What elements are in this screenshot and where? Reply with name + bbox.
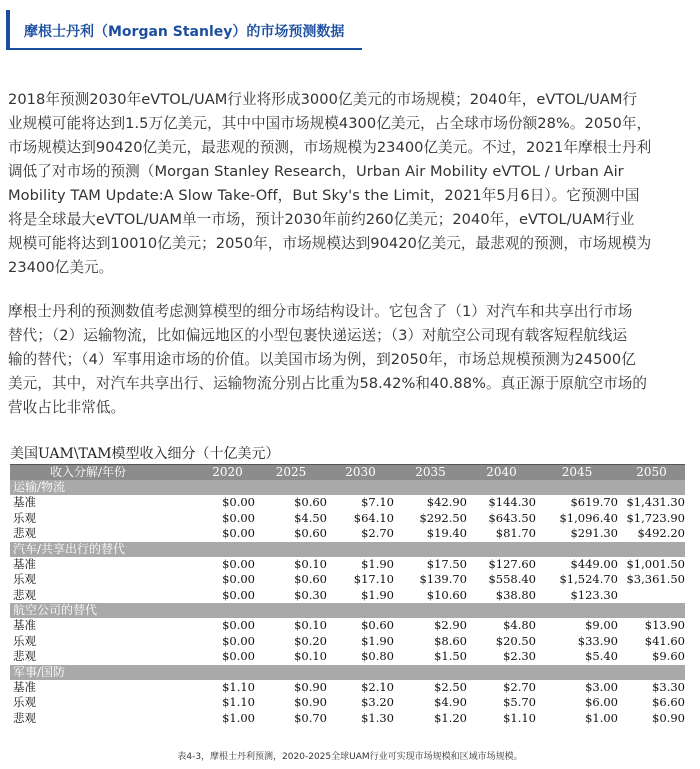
- value-cell: $0.10: [294, 556, 327, 571]
- row-label: 乐观: [13, 510, 36, 525]
- paragraph-forecast: [8, 88, 692, 280]
- value-cell: $1,431.30: [626, 495, 685, 509]
- value-cell: $1.00: [585, 710, 618, 725]
- table-row: [10, 495, 685, 511]
- value-cell: $643.50: [488, 510, 536, 525]
- paragraph-line: 美元，其中，对汽车共享出行、运输物流分别占比重为58.42%和40.88%。真正源于原航空市场的: [8, 375, 648, 392]
- paragraph-line: 规模可能将达到10010亿美元；2050年，市场规模达到90420亿美元，最悲观的预测，市场规模为: [8, 235, 652, 252]
- value-cell: $9.60: [652, 649, 685, 663]
- row-label: 悲观: [13, 710, 36, 725]
- value-cell: $0.60: [294, 526, 327, 540]
- value-cell: $0.90: [652, 710, 685, 725]
- table-row: [10, 588, 685, 604]
- header-cell-year: 2045: [561, 465, 593, 479]
- value-cell: $1.30: [361, 710, 394, 725]
- value-cell: $1.90: [361, 633, 394, 648]
- value-cell: $17.50: [426, 556, 467, 571]
- paragraph-line: 替代；（2）运输物流，比如偏远地区的小型包裹快递运送；（3）对航空公司现有载客短程航线运: [8, 327, 628, 344]
- table-row: [10, 680, 685, 696]
- value-cell: $3.30: [652, 679, 685, 694]
- value-cell: $0.00: [222, 556, 255, 571]
- value-cell: $0.90: [294, 679, 327, 694]
- value-cell: $20.50: [495, 633, 536, 648]
- value-cell: $41.60: [644, 633, 685, 648]
- section-row: 运输/物流: [10, 480, 685, 495]
- row-label: 基准: [13, 495, 36, 509]
- value-cell: $0.00: [222, 495, 255, 509]
- value-cell: $0.00: [222, 510, 255, 525]
- header-cell-year: 2020: [212, 465, 243, 479]
- header-cell-category: 收入分解/年份: [50, 465, 127, 479]
- value-cell: $9.00: [585, 618, 618, 632]
- paragraph-line: 市场规模达到90420亿美元，最悲观的预测，市场规模为23400亿美元。不过，2021年摩根士丹利: [8, 139, 652, 156]
- value-cell: $291.30: [570, 526, 618, 540]
- value-cell: $1,524.70: [559, 572, 618, 586]
- value-cell: $1.00: [222, 710, 255, 725]
- value-cell: $1,723.90: [626, 510, 685, 525]
- table-row: [10, 618, 685, 634]
- value-cell: $0.90: [294, 695, 327, 709]
- value-cell: $2.10: [361, 679, 394, 694]
- value-cell: $3,361.50: [626, 572, 685, 586]
- paragraph-line: 输的替代；（4）军事用途市场的价值。以美国市场为例，到2050年，市场总规模预测为24500亿: [8, 351, 636, 368]
- table-row: [10, 649, 685, 665]
- value-cell: $139.70: [419, 572, 467, 586]
- value-cell: $0.00: [222, 633, 255, 648]
- value-cell: $123.30: [570, 587, 618, 602]
- paragraph-line: 摩根士丹利的预测数值考虑测算模型的细分市场结构设计。它包含了（1）对汽车和共享出行市场: [8, 303, 633, 320]
- value-cell: $1.10: [503, 710, 536, 725]
- value-cell: $0.00: [222, 526, 255, 540]
- value-cell: $1,096.40: [559, 510, 618, 525]
- value-cell: $558.40: [488, 572, 536, 586]
- row-label: 基准: [13, 556, 36, 571]
- value-cell: $64.10: [353, 510, 394, 525]
- section-row: 军事/国防: [10, 665, 685, 680]
- value-cell: $2.90: [434, 618, 467, 632]
- row-label: 悲观: [13, 587, 36, 602]
- revenue-table: [10, 445, 685, 726]
- header-cell-year: 2050: [636, 465, 667, 479]
- paragraph-structure: [8, 300, 692, 420]
- value-cell: $10.60: [426, 587, 467, 602]
- header-cell-year: 2030: [345, 465, 376, 479]
- value-cell: $1,001.50: [626, 556, 685, 571]
- row-label: 基准: [13, 618, 36, 632]
- value-cell: [618, 588, 685, 604]
- value-cell: $0.60: [294, 572, 327, 586]
- value-cell: $6.00: [585, 695, 618, 709]
- table-header-row: [10, 465, 685, 480]
- value-cell: $449.00: [570, 556, 618, 571]
- paragraph-line: 调低了对市场的预测（Morgan Stanley Research，Urban Air Mobility eVTOL / Urban Air: [8, 163, 624, 180]
- value-cell: $4.90: [434, 695, 467, 709]
- value-cell: $1.10: [222, 695, 255, 709]
- value-cell: $4.50: [294, 510, 327, 525]
- value-cell: $7.10: [361, 495, 394, 509]
- value-cell: $492.20: [637, 526, 685, 540]
- value-cell: $0.00: [222, 572, 255, 586]
- paragraph-line: 营收占比非常低。: [8, 399, 126, 416]
- row-label: 悲观: [13, 526, 36, 540]
- table-row: [10, 557, 685, 573]
- value-cell: $0.60: [361, 618, 394, 632]
- paragraph-line: 2018年预测2030年eVTOL/UAM行业将形成3000亿美元的市场规模；2040年，eVTOL/UAM行: [8, 91, 638, 108]
- value-cell: $2.50: [434, 679, 467, 694]
- paragraph-line: Mobility TAM Update:A Slow Take-Off，But Sky's the Limit，2021年5月6日）。它预测中国: [8, 187, 640, 204]
- value-cell: $1.90: [361, 587, 394, 602]
- header-cell-year: 2040: [486, 465, 517, 479]
- value-cell: $5.70: [503, 695, 536, 709]
- value-cell: $292.50: [419, 510, 467, 525]
- value-cell: $1.90: [361, 556, 394, 571]
- table-row: [10, 711, 685, 727]
- value-cell: $3.20: [361, 695, 394, 709]
- value-cell: $4.80: [503, 618, 536, 632]
- value-cell: $1.10: [222, 679, 255, 694]
- value-cell: $144.30: [488, 495, 536, 509]
- value-cell: $0.80: [361, 649, 394, 663]
- row-label: 悲观: [13, 649, 36, 663]
- header-cell-year: 2025: [275, 465, 307, 479]
- value-cell: $5.40: [585, 649, 618, 663]
- table-row: [10, 634, 685, 650]
- value-cell: $17.10: [353, 572, 394, 586]
- value-cell: $8.60: [434, 633, 467, 648]
- value-cell: $127.60: [488, 556, 536, 571]
- value-cell: $42.90: [426, 495, 467, 509]
- row-label: 乐观: [13, 633, 36, 648]
- row-label: 基准: [13, 679, 36, 694]
- table-row: [10, 572, 685, 588]
- paragraph-line: 23400亿美元。: [8, 259, 114, 276]
- value-cell: $2.70: [361, 526, 394, 540]
- paragraph-line: 将是全球最大eVTOL/UAM单一市场，预计2030年前约260亿美元；2040年，eVTOL/UAM行业: [8, 211, 635, 228]
- value-cell: $13.90: [644, 618, 685, 632]
- value-cell: $0.10: [294, 618, 327, 632]
- value-cell: $1.50: [434, 649, 467, 663]
- value-cell: $2.70: [503, 679, 536, 694]
- row-label: 乐观: [13, 695, 36, 709]
- section-header: [6, 10, 362, 50]
- value-cell: $0.30: [294, 587, 327, 602]
- value-cell: $3.00: [585, 679, 618, 694]
- paragraph-line: 业规模可能将达到1.5万亿美元，其中中国市场规模4300亿美元，占全球市场份额28%。2050年，: [8, 115, 652, 132]
- section-row: 汽车/共享出行的替代: [10, 542, 685, 557]
- section-row: 航空公司的替代: [10, 603, 685, 618]
- value-cell: $0.60: [294, 495, 327, 509]
- row-label: 乐观: [13, 572, 36, 586]
- table-row: [10, 695, 685, 711]
- section-title: 摩根士丹利（Morgan Stanley）的市场预测数据: [24, 24, 345, 40]
- value-cell: $33.90: [577, 633, 618, 648]
- table-caption: 表4-3，摩根士丹利预测，2020-2025全球UAM行业可实现市场规模和区域市场规模。: [177, 752, 523, 762]
- value-cell: $38.80: [495, 587, 536, 602]
- value-cell: $0.00: [222, 587, 255, 602]
- table-row: [10, 511, 685, 527]
- value-cell: $0.10: [294, 649, 327, 663]
- table-title: 美国UAM\TAM模型收入细分（十亿美元）: [10, 445, 685, 465]
- value-cell: $0.00: [222, 649, 255, 663]
- value-cell: $0.20: [294, 633, 327, 648]
- value-cell: $1.20: [434, 710, 467, 725]
- table-body: [10, 480, 685, 726]
- table-row: [10, 526, 685, 542]
- value-cell: $6.60: [652, 695, 685, 709]
- header-cell-year: 2035: [415, 465, 446, 479]
- value-cell: $0.70: [294, 710, 327, 725]
- value-cell: $19.40: [426, 526, 467, 540]
- value-cell: $0.00: [222, 618, 255, 632]
- value-cell: $81.70: [495, 526, 536, 540]
- value-cell: $2.30: [503, 649, 536, 663]
- value-cell: $619.70: [570, 495, 618, 509]
